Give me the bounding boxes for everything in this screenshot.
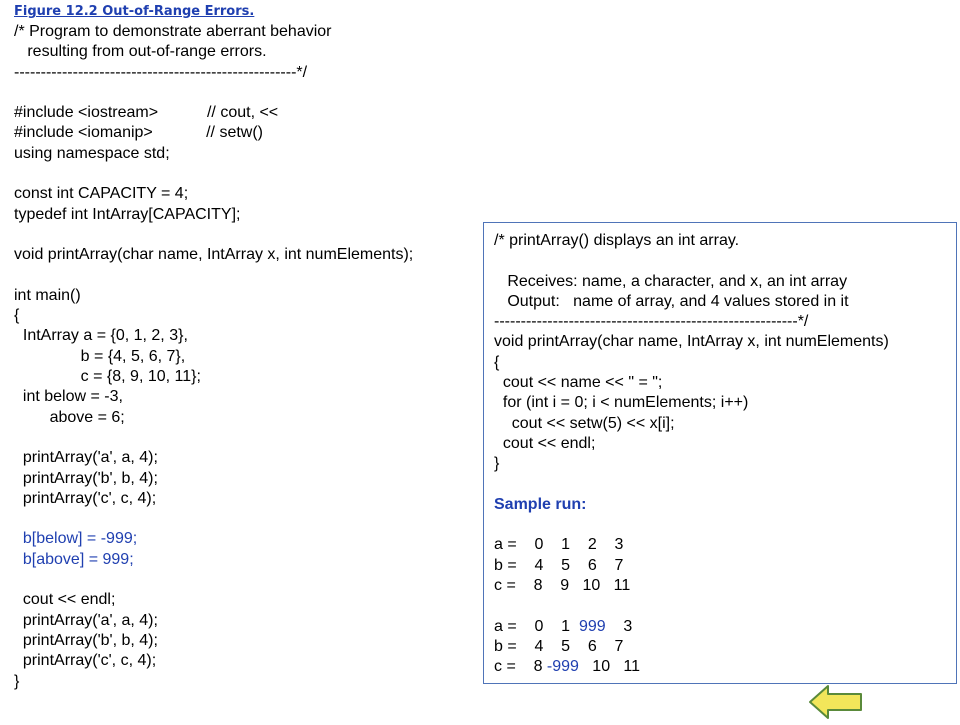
print-array-panel [483,222,957,684]
code-line [14,164,413,184]
output-text: a = 0 1 [494,617,579,635]
code-line: b = {4, 5, 6, 7}, [14,347,186,365]
code-line: IntArray a = {0, 1, 2, 3}, [14,327,188,345]
code-line [14,266,413,286]
code-line: int below = -3, [14,388,123,406]
corrupted-value: 999 [578,617,606,635]
code-line: for (int i = 0; i < numElements; i++) [494,394,749,412]
code-line-highlight: b[above] = 999; [14,550,134,568]
code-line: -----------------------------------------------------*/ [14,63,308,81]
code-line: int main() [14,286,81,304]
code-line [14,225,413,245]
code-line: cout << name << " = "; [494,374,663,392]
code-line: void printArray(char name, IntArray x, int numElements) [494,333,889,351]
output-text: 3 [605,617,633,635]
back-button[interactable] [808,684,864,720]
code-line: #include <iostream> // cout, << [14,104,279,122]
output-line: b = 4 5 6 7 [494,637,624,655]
output-text: c = 8 [494,658,547,676]
code-line: printArray('b', b, 4); [14,469,158,487]
code-line [14,509,413,529]
code-line [494,251,889,271]
code-line: using namespace std; [14,144,170,162]
code-line: c = {8, 9, 10, 11}; [14,368,201,386]
code-line: const int CAPACITY = 4; [14,185,189,203]
code-line: cout << endl; [14,591,116,609]
code-line: Output: name of array, and 4 values stored in it [494,292,849,310]
left-arrow-icon [808,684,864,720]
blank-line [494,475,889,495]
code-line: printArray('a', a, 4); [14,449,158,467]
code-line: { [494,353,500,371]
blank-line [494,515,889,535]
code-line: resulting from out-of-range errors. [14,43,267,61]
code-line: } [494,455,500,473]
code-line [14,428,413,448]
output-line: b = 4 5 6 7 [494,556,624,574]
output-line-c-corrupted [494,657,889,677]
code-line: void printArray(char name, IntArray x, int numElements); [14,246,414,264]
code-line: Receives: name, a character, and x, an int array [494,272,848,290]
code-line: above = 6; [14,408,125,426]
output-text: 10 11 [578,658,641,676]
code-line: /* Program to demonstrate aberrant behavior [14,23,332,40]
code-line-highlight: b[below] = -999; [14,530,138,548]
figure-title: Figure 12.2 Out-of-Range Errors. [14,4,255,19]
output-line: c = 8 9 10 11 [494,577,631,595]
main-code-listing [14,22,413,692]
sample-run-label: Sample run: [494,495,587,513]
code-line [14,570,413,590]
code-line: { [14,307,20,325]
code-line: cout << endl; [494,434,596,452]
code-line: printArray('c', c, 4); [14,489,157,507]
code-line: } [14,672,20,690]
code-line: printArray('b', b, 4); [14,631,158,649]
code-line: printArray('c', c, 4); [14,652,157,670]
blank-line [494,596,889,616]
code-line: /* printArray() displays an int array. [494,232,740,249]
output-line-a-corrupted [494,617,889,637]
print-array-listing [494,231,889,678]
code-line: ---------------------------------------------------------*/ [494,313,809,331]
corrupted-value: -999 [546,658,579,676]
code-line: #include <iomanip> // setw() [14,124,263,142]
code-line [14,83,413,103]
output-line: a = 0 1 2 3 [494,536,624,554]
code-line: printArray('a', a, 4); [14,611,158,629]
code-line: typedef int IntArray[CAPACITY]; [14,205,241,223]
code-line: cout << setw(5) << x[i]; [494,414,675,432]
